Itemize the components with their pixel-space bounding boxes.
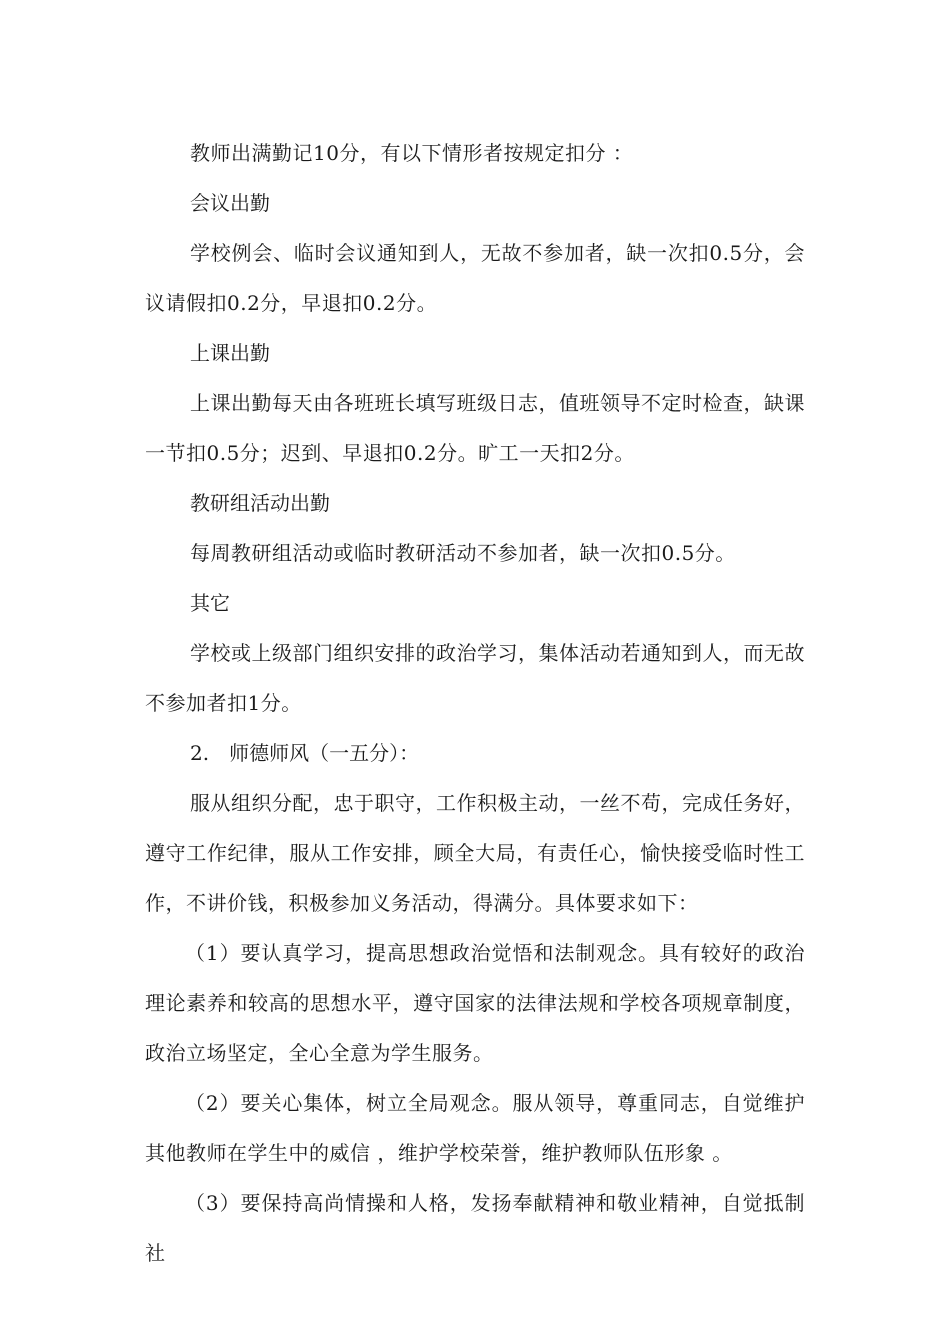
heading-meeting-attendance: 会议出勤: [190, 191, 270, 215]
document-body: [145, 128, 805, 1278]
paragraph-class-attendance: 上课出勤每天由各班班长填写班级日志，值班领导不定时检查，缺课一节扣0.5分；迟到、早退扣0.2分。旷工一天扣2分。: [145, 391, 805, 465]
heading-research-group-attendance: 教研组活动出勤: [190, 491, 330, 515]
list-item-1: （1）要认真学习，提高思想政治觉悟和法制观念。具有较好的政治理论素养和较高的思想水平，遵守国家的法律法规和学校各项规章制度，政治立场坚定，全心全意为学生服务。: [145, 941, 805, 1065]
paragraph-other: 学校或上级部门组织安排的政治学习，集体活动若通知到人，而无故不参加者扣1分。: [145, 641, 805, 715]
heading-teacher-ethics: 2. 师德师风（一五分）：: [190, 741, 420, 765]
heading-other: 其它: [190, 591, 230, 615]
paragraph-meeting-attendance: 学校例会、临时会议通知到人，无故不参加者，缺一次扣0.5分，会议请假扣0.2分，早退扣0.2分。: [145, 241, 805, 315]
paragraph-research-group-attendance: 每周教研组活动或临时教研活动不参加者，缺一次扣0.5分。: [190, 541, 736, 565]
paragraph-attendance-intro: 教师出满勤记10分，有以下情形者按规定扣分 ：: [190, 141, 634, 165]
list-item-2: （2）要关心集体，树立全局观念。服从领导，尊重同志，自觉维护其他教师在学生中的威信 ，维护学校荣誉，维护教师队伍形象 。: [145, 1091, 805, 1165]
heading-class-attendance: 上课出勤: [190, 341, 270, 365]
list-item-3: （3）要保持高尚情操和人格，发扬奉献精神和敬业精神，自觉抵制社: [145, 1191, 805, 1265]
paragraph-teacher-ethics: 服从组织分配，忠于职守，工作积极主动，一丝不苟，完成任务好，遵守工作纪律，服从工作安排，顾全大局，有责任心，愉快接受临时性工作，不讲价钱，积极参加义务活动，得满分。具体要求如下：: [145, 791, 805, 915]
